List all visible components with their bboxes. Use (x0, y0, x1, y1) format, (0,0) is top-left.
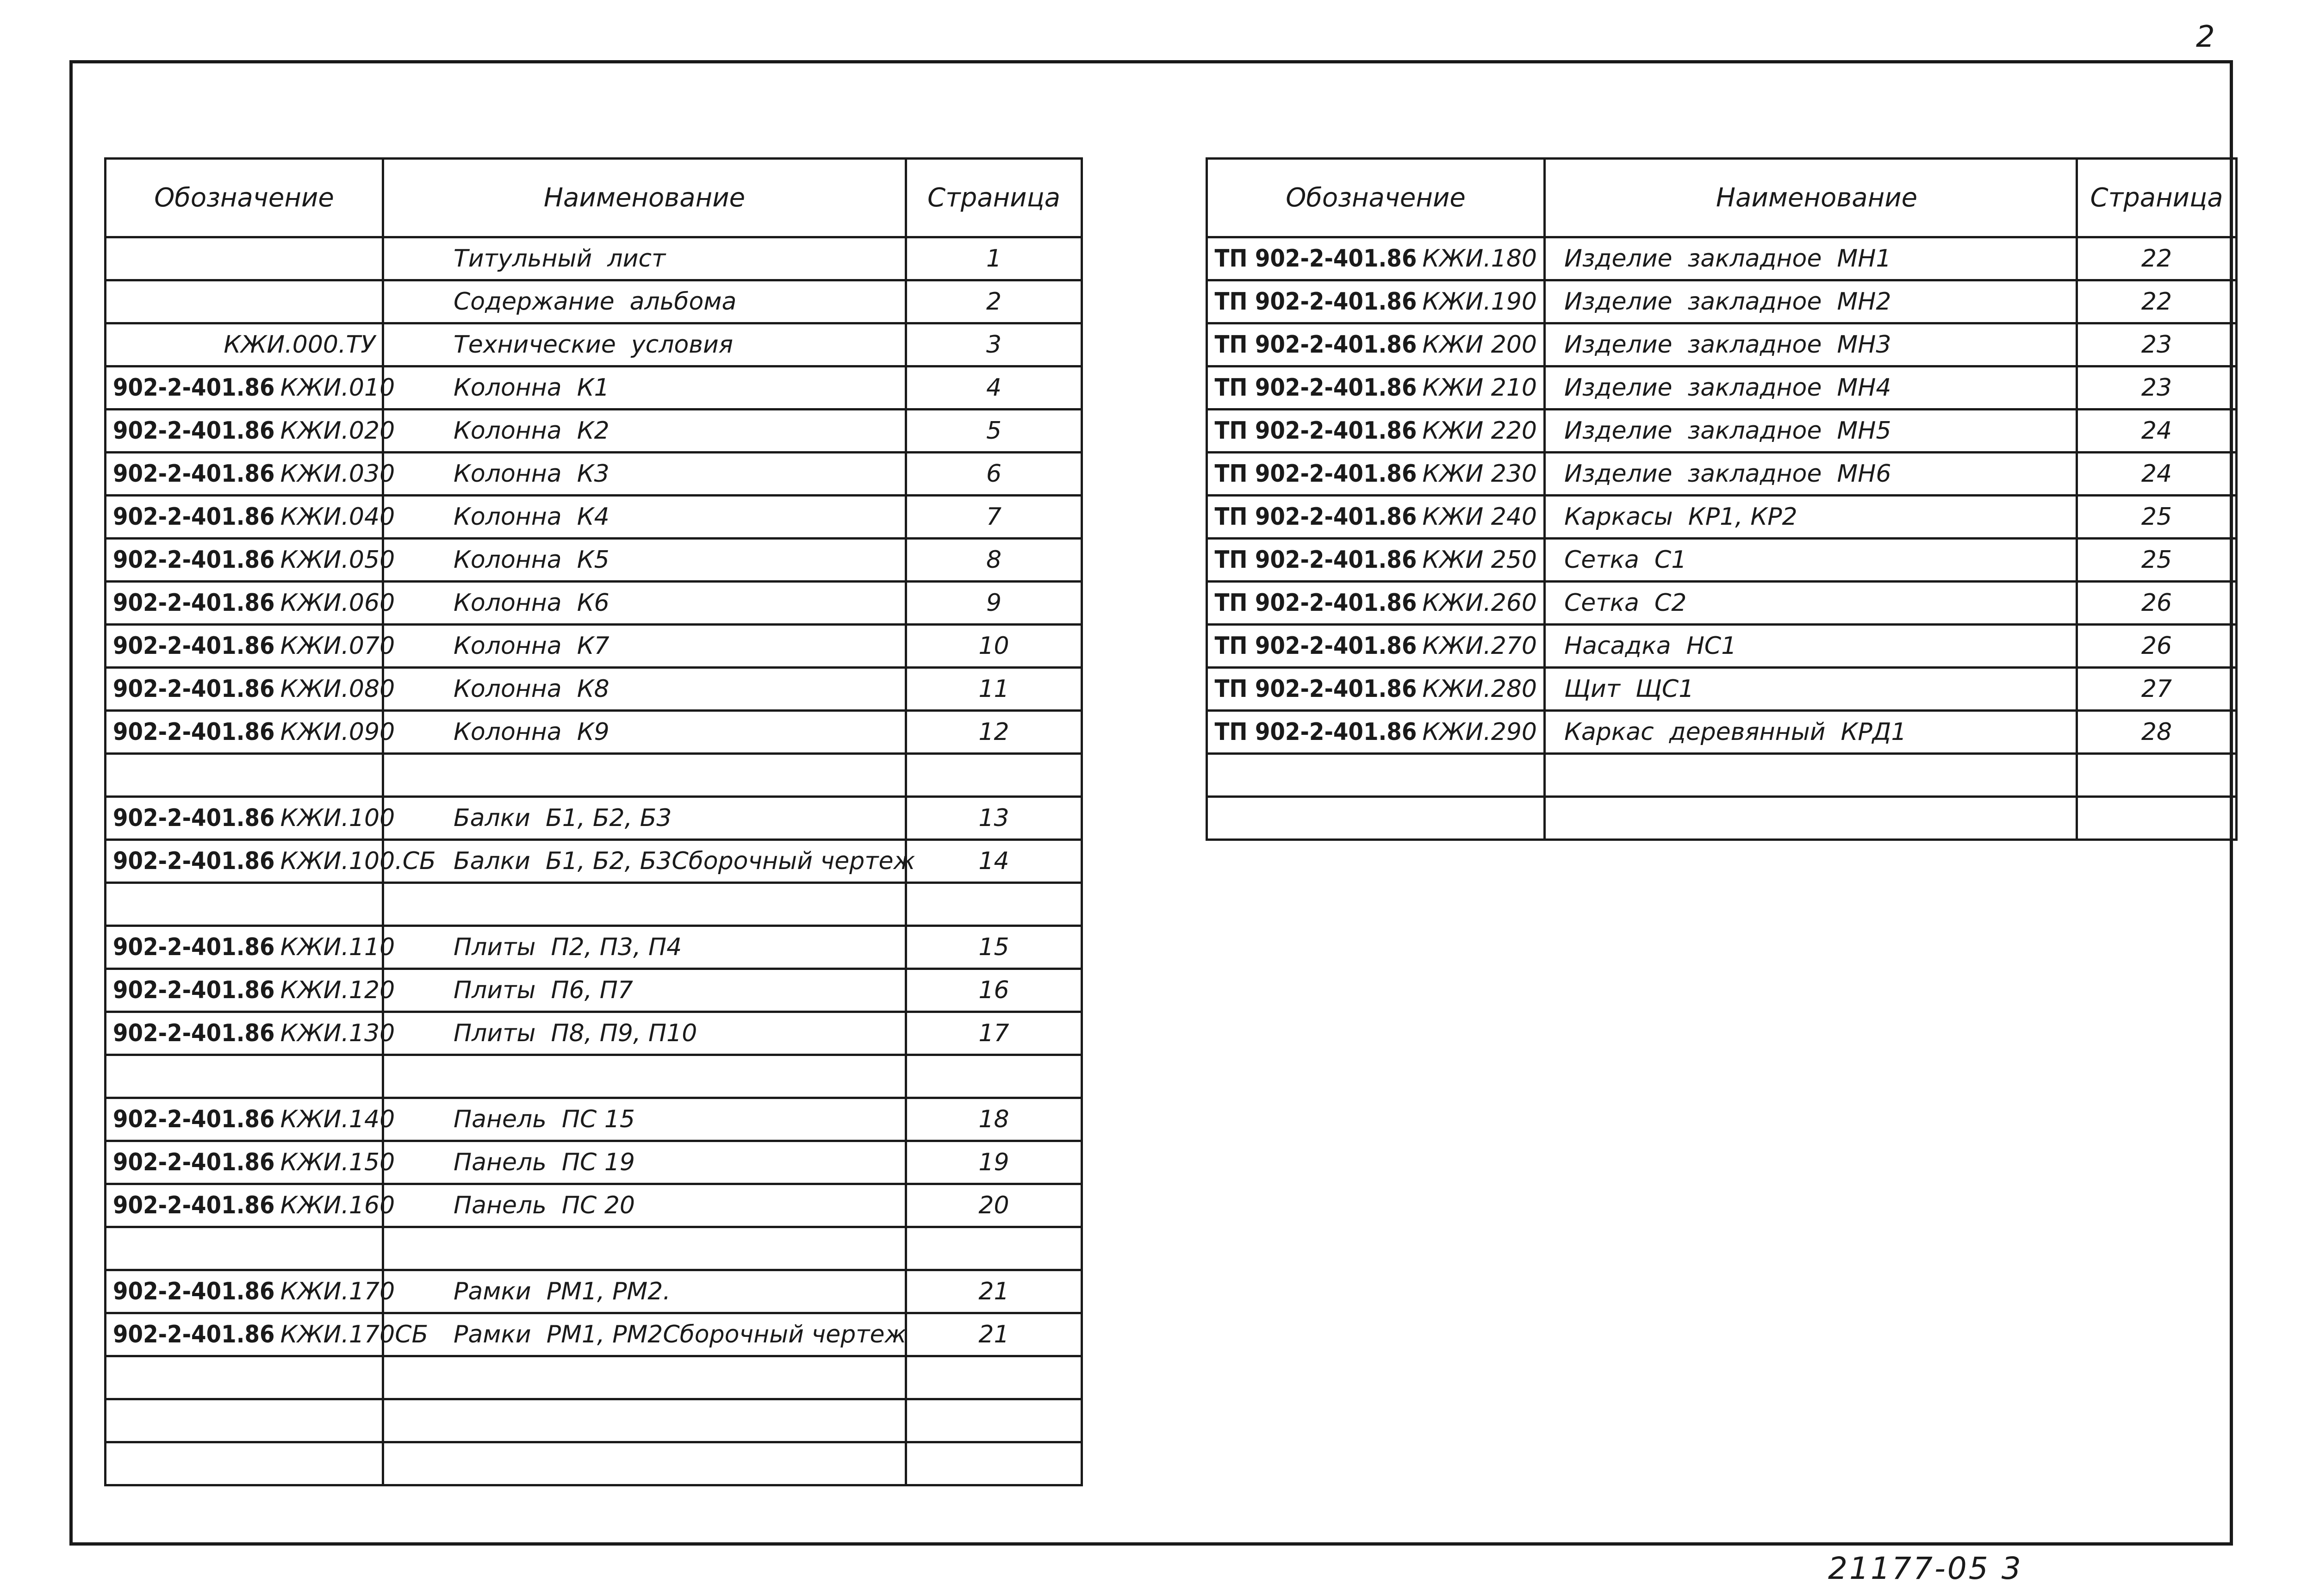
table-row (106, 1184, 1082, 1227)
designation-cell (106, 1098, 395, 1141)
series-number: 902-2-401.86 (113, 718, 275, 746)
header-designation: Обозначение (1207, 159, 1545, 237)
item-name-cell: Балки Б1, Б2, Б3Сборочный чертеж (383, 840, 906, 883)
drawing-code: КЖИ.280 (1422, 675, 1537, 703)
item-name-cell: Щит ЩС1 (1545, 668, 2077, 711)
page-number-cell: 27 (2077, 668, 2237, 711)
item-name-cell: Колонна К3 (383, 453, 906, 496)
page-number-cell: 17 (906, 1012, 1082, 1055)
page-number-cell: 22 (2077, 280, 2237, 323)
page-number-cell: 23 (2077, 366, 2237, 410)
table-row (106, 969, 1082, 1012)
series-number: 902-2-401.86 (113, 374, 275, 402)
series-number: 902-2-401.86 (113, 933, 275, 961)
table-row (106, 1012, 1082, 1055)
item-name-cell (383, 1227, 906, 1270)
drawing-code: КЖИ.010 (280, 374, 395, 402)
drawing-code: КЖИ.100.СБ (280, 847, 436, 875)
drawing-code: КЖИ.050 (280, 546, 395, 574)
table-row (106, 1141, 1082, 1184)
designation-cell (1207, 323, 1545, 366)
item-name-cell: Панель ПС 19 (383, 1141, 906, 1184)
page-number-cell: 10 (906, 625, 1082, 668)
series-number: 902-2-401.86 (113, 847, 275, 875)
page-number-cell (906, 754, 1082, 797)
table-row (106, 754, 1082, 797)
designation-cell (106, 582, 395, 625)
drawing-code: КЖИ.130 (280, 1019, 395, 1047)
drawing-code: КЖИ.170СБ (280, 1321, 429, 1348)
table-row (106, 840, 1082, 883)
item-name-cell: Колонна К6 (383, 582, 906, 625)
table-row (106, 539, 1082, 582)
table-row (1207, 711, 2237, 754)
table-row (1207, 797, 2237, 840)
item-name-cell (1545, 797, 2077, 840)
series-number: 902-2-401.86 (113, 1278, 275, 1305)
item-name-cell: Панель ПС 20 (383, 1184, 906, 1227)
designation-cell (106, 840, 436, 883)
drawing-code: КЖИ.070 (280, 632, 395, 660)
designation-cell (106, 1184, 395, 1227)
page-number-cell: 24 (2077, 453, 2237, 496)
designation-cell (1207, 668, 1545, 711)
drawing-code: КЖИ 240 (1422, 503, 1537, 531)
page-number-cell: 8 (906, 539, 1082, 582)
designation-cell (1207, 625, 1545, 668)
series-number: 902-2-401.86 (113, 675, 275, 703)
designation-cell (1207, 539, 1545, 582)
page-number-cell: 18 (906, 1098, 1082, 1141)
designation-cell (106, 1227, 383, 1270)
table-row (106, 1356, 1082, 1399)
series-number: ТП 902-2-401.86 (1214, 374, 1417, 402)
drawing-code: КЖИ.110 (280, 933, 395, 961)
series-number: ТП 902-2-401.86 (1214, 503, 1417, 531)
header-page: Страница (906, 159, 1082, 237)
designation-cell (106, 883, 383, 926)
table-row (1207, 668, 2237, 711)
item-name-cell: Колонна К8 (383, 668, 906, 711)
page-number-cell: 25 (2077, 496, 2237, 539)
series-number: ТП 902-2-401.86 (1214, 632, 1417, 660)
designation-cell (106, 711, 395, 754)
sheet-number: 2 (2196, 20, 2215, 54)
item-name-cell (383, 754, 906, 797)
item-name-cell: Технические условия (383, 323, 906, 366)
item-name-cell: Сетка С1 (1545, 539, 2077, 582)
page-number-cell (2077, 754, 2237, 797)
designation-cell (106, 926, 395, 969)
drawing-code: КЖИ.260 (1422, 589, 1537, 617)
series-number: ТП 902-2-401.86 (1214, 589, 1417, 617)
drawing-code: КЖИ 220 (1422, 417, 1537, 445)
series-number: 902-2-401.86 (113, 632, 275, 660)
table-row (1207, 237, 2237, 280)
page-number-cell: 21 (906, 1313, 1082, 1356)
item-name-cell: Плиты П2, П3, П4 (383, 926, 906, 969)
designation-cell (106, 1055, 383, 1098)
designation-cell (106, 237, 383, 280)
series-number: ТП 902-2-401.86 (1214, 288, 1417, 316)
table-row (106, 1227, 1082, 1270)
table-row (106, 797, 1082, 840)
item-name-cell (383, 1442, 906, 1485)
drawing-code: КЖИ.100 (280, 804, 395, 832)
page-number-cell: 7 (906, 496, 1082, 539)
designation-cell (106, 1270, 395, 1313)
designation-cell (1207, 797, 1545, 840)
page-number-cell: 23 (2077, 323, 2237, 366)
item-name-cell (383, 1356, 906, 1399)
table-row (1207, 366, 2237, 410)
page-number-cell: 16 (906, 969, 1082, 1012)
page-number-cell: 13 (906, 797, 1082, 840)
item-name-cell: Рамки РМ1, РМ2Сборочный чертеж (383, 1313, 906, 1356)
item-name-cell: Рамки РМ1, РМ2. (383, 1270, 906, 1313)
page-number-cell (906, 1356, 1082, 1399)
drawing-code: КЖИ.170 (280, 1278, 395, 1305)
drawing-code: КЖИ.090 (280, 718, 395, 746)
page-number-cell: 3 (906, 323, 1082, 366)
designation-cell (106, 1012, 395, 1055)
designation-cell (1207, 711, 1545, 754)
item-name-cell: Сетка С2 (1545, 582, 2077, 625)
table-row (106, 280, 1082, 323)
designation-cell (1207, 280, 1545, 323)
designation-cell (106, 1399, 383, 1442)
series-number: 902-2-401.86 (113, 503, 275, 531)
drawing-code: КЖИ 230 (1422, 460, 1537, 488)
drawing-code: КЖИ 250 (1422, 546, 1537, 574)
drawing-code: КЖИ.270 (1422, 632, 1537, 660)
page-number-cell: 9 (906, 582, 1082, 625)
designation-cell (106, 1141, 395, 1184)
drawing-code: КЖИ 210 (1422, 374, 1537, 402)
designation-cell (106, 625, 395, 668)
table-row (1207, 582, 2237, 625)
designation-cell (1207, 366, 1545, 410)
drawing-code: КЖИ.060 (280, 589, 395, 617)
drawing-code: КЖИ.020 (280, 417, 395, 445)
series-number: 902-2-401.86 (113, 460, 275, 488)
drawing-code: КЖИ.040 (280, 503, 395, 531)
table-row (106, 323, 1082, 366)
series-number: 902-2-401.86 (113, 1105, 275, 1133)
table-row (106, 1270, 1082, 1313)
table-row (1207, 754, 2237, 797)
designation-cell (106, 496, 395, 539)
item-name-cell: Изделие закладное МН3 (1545, 323, 2077, 366)
designation-cell (1207, 496, 1545, 539)
item-name-cell: Колонна К4 (383, 496, 906, 539)
table-row (106, 453, 1082, 496)
page-number-cell: 14 (906, 840, 1082, 883)
table-row (106, 1399, 1082, 1442)
item-name-cell: Плиты П8, П9, П10 (383, 1012, 906, 1055)
item-name-cell: Изделие закладное МН4 (1545, 366, 2077, 410)
series-number: 902-2-401.86 (113, 546, 275, 574)
table-row (106, 237, 1082, 280)
page-number-cell: 1 (906, 237, 1082, 280)
table-row (106, 410, 1082, 453)
drawing-code: КЖИ.140 (280, 1105, 395, 1133)
item-name-cell (1545, 754, 2077, 797)
designation-cell (106, 539, 395, 582)
page-number-cell: 26 (2077, 582, 2237, 625)
series-number: 902-2-401.86 (113, 804, 275, 832)
page-number-cell: 5 (906, 410, 1082, 453)
drawing-code: КЖИ.150 (280, 1149, 395, 1176)
designation-cell (1207, 582, 1545, 625)
item-name-cell: Изделие закладное МН1 (1545, 237, 2077, 280)
table-row (1207, 280, 2237, 323)
item-name-cell: Каркасы КР1, КР2 (1545, 496, 2077, 539)
series-number: ТП 902-2-401.86 (1214, 331, 1417, 359)
item-name-cell: Колонна К7 (383, 625, 906, 668)
designation-cell (106, 453, 395, 496)
page-number-cell: 20 (906, 1184, 1082, 1227)
contents-table-left (104, 157, 1083, 1486)
table-header-row (106, 159, 1082, 237)
item-name-cell: Содержание альбома (383, 280, 906, 323)
drawing-code: КЖИ.000.ТУ (224, 331, 375, 359)
item-name-cell: Насадка НС1 (1545, 625, 2077, 668)
item-name-cell: Титульный лист (383, 237, 906, 280)
page-number-cell: 11 (906, 668, 1082, 711)
drawing-code: КЖИ.290 (1422, 718, 1537, 746)
series-number: 902-2-401.86 (113, 1192, 275, 1219)
designation-cell (106, 797, 395, 840)
item-name-cell: Колонна К9 (383, 711, 906, 754)
item-name-cell: Изделие закладное МН2 (1545, 280, 2077, 323)
table-row (106, 1098, 1082, 1141)
page-number-cell: 22 (2077, 237, 2237, 280)
page-number-cell: 2 (906, 280, 1082, 323)
series-number: ТП 902-2-401.86 (1214, 718, 1417, 746)
table-row (1207, 625, 2237, 668)
drawing-code: КЖИ.190 (1422, 288, 1537, 316)
header-name: Наименование (1545, 159, 2077, 237)
header-designation: Обозначение (106, 159, 383, 237)
series-number: 902-2-401.86 (113, 589, 275, 617)
designation-cell (1207, 754, 1545, 797)
item-name-cell: Колонна К5 (383, 539, 906, 582)
series-number: 902-2-401.86 (113, 1149, 275, 1176)
drawing-code: КЖИ.080 (280, 675, 395, 703)
designation-cell (1207, 237, 1545, 280)
drawing-code: КЖИ.180 (1422, 245, 1537, 273)
series-number: ТП 902-2-401.86 (1214, 417, 1417, 445)
table-row (106, 1442, 1082, 1485)
page-number-cell (906, 1055, 1082, 1098)
table-row (106, 668, 1082, 711)
table-row (106, 926, 1082, 969)
table-row (106, 883, 1082, 926)
designation-cell (106, 668, 395, 711)
table-row (1207, 496, 2237, 539)
item-name-cell: Балки Б1, Б2, Б3 (383, 797, 906, 840)
series-number: 902-2-401.86 (113, 1321, 275, 1348)
table-row (1207, 539, 2237, 582)
designation-cell (106, 969, 395, 1012)
item-name-cell (383, 1399, 906, 1442)
header-name: Наименование (383, 159, 906, 237)
page-number-cell: 6 (906, 453, 1082, 496)
series-number: ТП 902-2-401.86 (1214, 546, 1417, 574)
designation-cell (106, 280, 383, 323)
page-number-cell: 12 (906, 711, 1082, 754)
table-row (1207, 410, 2237, 453)
item-name-cell: Колонна К2 (383, 410, 906, 453)
page-number-cell: 25 (2077, 539, 2237, 582)
table-row (106, 1055, 1082, 1098)
table-row (106, 582, 1082, 625)
page-number-cell (906, 1399, 1082, 1442)
item-name-cell: Плиты П6, П7 (383, 969, 906, 1012)
designation-cell (1207, 453, 1545, 496)
series-number: 902-2-401.86 (113, 976, 275, 1004)
table-row (106, 625, 1082, 668)
page-number-cell (906, 1442, 1082, 1485)
drawing-code: КЖИ.030 (280, 460, 395, 488)
table-row (106, 711, 1082, 754)
designation-cell (106, 1313, 429, 1356)
table-row (106, 366, 1082, 410)
series-number: 902-2-401.86 (113, 1019, 275, 1047)
item-name-cell: Изделие закладное МН5 (1545, 410, 2077, 453)
item-name-cell: Панель ПС 15 (383, 1098, 906, 1141)
table-row (1207, 453, 2237, 496)
designation-cell (106, 366, 395, 410)
table-row (1207, 323, 2237, 366)
table-header-row (1207, 159, 2237, 237)
item-name-cell (383, 883, 906, 926)
page-number-cell: 19 (906, 1141, 1082, 1184)
header-page: Страница (2077, 159, 2237, 237)
designation-cell (106, 410, 395, 453)
page-number-cell (906, 883, 1082, 926)
series-number: 902-2-401.86 (113, 417, 275, 445)
drawing-code: КЖИ 200 (1422, 331, 1537, 359)
designation-cell (1207, 410, 1545, 453)
table-row (106, 1313, 1082, 1356)
item-name-cell: Колонна К1 (383, 366, 906, 410)
designation-cell (106, 323, 383, 366)
document-code: 21177-05 3 (1828, 1551, 2023, 1586)
series-number: ТП 902-2-401.86 (1214, 675, 1417, 703)
table-row (106, 496, 1082, 539)
page-number-cell (906, 1227, 1082, 1270)
designation-cell (106, 754, 383, 797)
series-number: ТП 902-2-401.86 (1214, 245, 1417, 273)
item-name-cell: Изделие закладное МН6 (1545, 453, 2077, 496)
page-number-cell: 15 (906, 926, 1082, 969)
page-number-cell: 24 (2077, 410, 2237, 453)
page-number-cell: 26 (2077, 625, 2237, 668)
drawing-code: КЖИ.160 (280, 1192, 395, 1219)
page-number-cell (2077, 797, 2237, 840)
designation-cell (106, 1356, 383, 1399)
page-number-cell: 21 (906, 1270, 1082, 1313)
contents-table-right (1206, 157, 2238, 841)
series-number: ТП 902-2-401.86 (1214, 460, 1417, 488)
drawing-code: КЖИ.120 (280, 976, 395, 1004)
item-name-cell (383, 1055, 906, 1098)
item-name-cell: Каркас деревянный КРД1 (1545, 711, 2077, 754)
page-number-cell: 28 (2077, 711, 2237, 754)
designation-cell (106, 1442, 383, 1485)
page-number-cell: 4 (906, 366, 1082, 410)
